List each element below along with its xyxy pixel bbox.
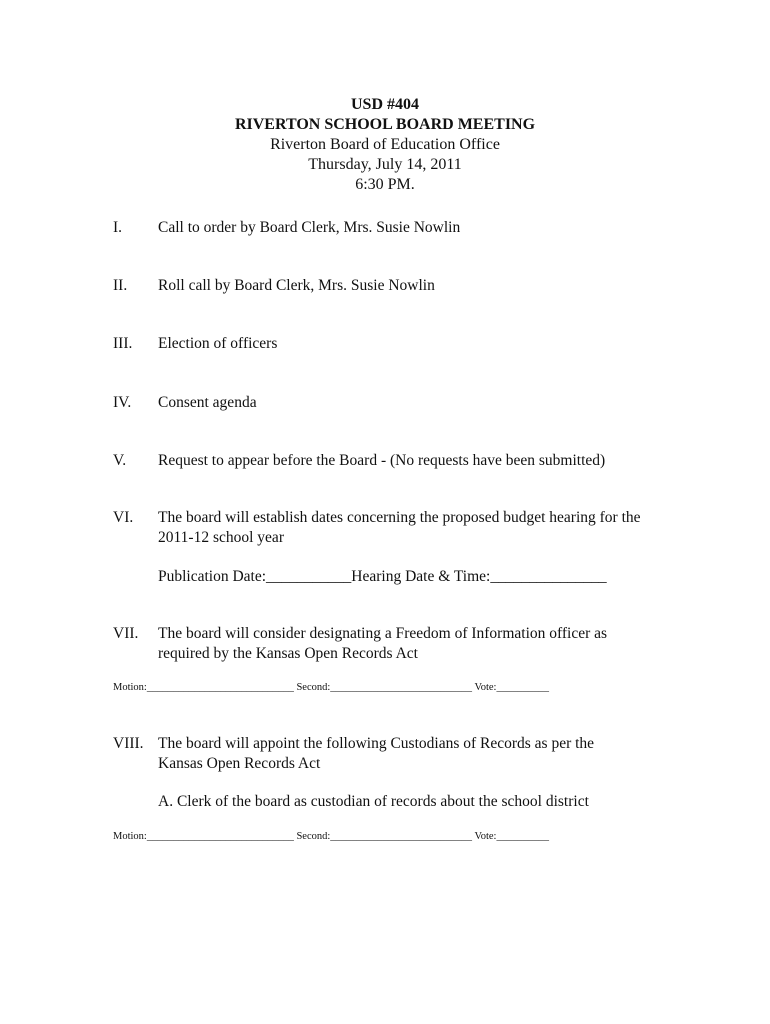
district-number: USD #404 <box>350 96 419 113</box>
agenda-item-text: Election of officers <box>158 335 278 352</box>
agenda-item-number: V. <box>113 452 127 469</box>
agenda-item-text: The board will consider designating a Freedom of Information officer as required by the Kansas Open Records Act <box>158 625 608 662</box>
agenda-item-number: VI. <box>113 509 134 526</box>
agenda-item-text: The board will appoint the following Custodians of Records as per the Kansas Open Records Act <box>158 735 595 772</box>
agenda-item-number: VII. <box>113 625 139 642</box>
agenda-item-number: II. <box>113 277 128 294</box>
meeting-date: Thursday, July 14, 2011 <box>308 156 462 173</box>
agenda-item-text: Request to appear before the Board - (No requests have been submitted) <box>158 452 606 469</box>
meeting-time: 6:30 PM. <box>355 176 415 193</box>
agenda-item-text: Call to order by Board Clerk, Mrs. Susie Nowlin <box>158 219 461 236</box>
agenda-item-text: Consent agenda <box>158 394 257 411</box>
agenda-item-number: I. <box>113 219 123 236</box>
sub-item-a: A. Clerk of the board as custodian of records about the school district <box>158 793 589 810</box>
meeting-title: RIVERTON SCHOOL BOARD MEETING <box>234 116 536 133</box>
document-header <box>0 95 770 195</box>
agenda-item-number: VIII. <box>113 735 144 752</box>
agenda-item-number: III. <box>113 335 133 352</box>
agenda-item-number: IV. <box>113 394 132 411</box>
motion-vote-line: Motion:____________________________ Second:___________________________ Vote:__________ <box>113 682 549 693</box>
meeting-location: Riverton Board of Education Office <box>270 136 500 153</box>
motion-vote-line: Motion:____________________________ Second:___________________________ Vote:__________ <box>113 831 549 842</box>
publication-hearing-line: Publication Date:___________Hearing Date & Time:_______________ <box>158 568 607 585</box>
agenda-item-text: Roll call by Board Clerk, Mrs. Susie Nowlin <box>158 277 435 294</box>
agenda-item-text: The board will establish dates concerning the proposed budget hearing for the 2011-12 school year <box>158 509 641 546</box>
